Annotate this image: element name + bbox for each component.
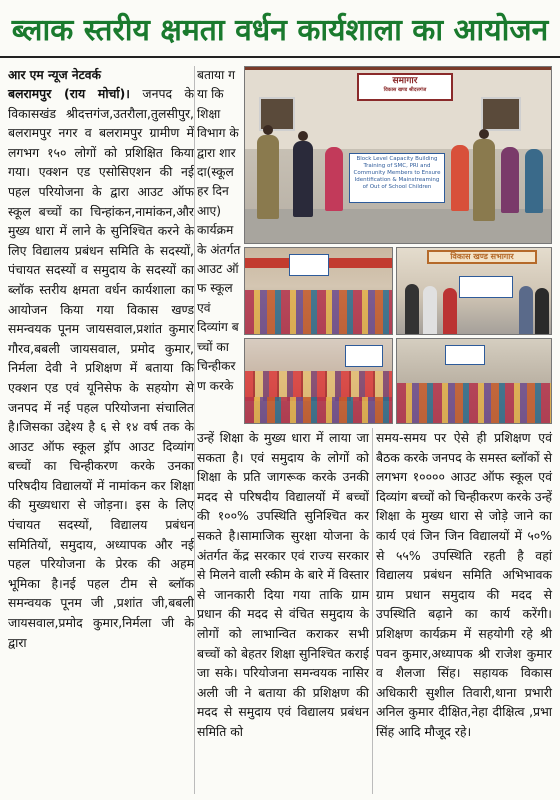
hall-sign: [357, 73, 453, 101]
article-column-3: [376, 428, 552, 794]
column-3-text: समय-समय पर ऐसे ही प्रशिक्षण एवं बैठक करके जनपद के समस्त ब्लॉकों से लगभग १०००० आउट ऑफ स्कूल एवं दिव्यांग बच्चों को चिन्हीकरण करके उन्हें शिक्षा के मुख्य धारा से जोड़े जाने का कार्य एवं जिन जिन विद्यालयों में ५०% से ५५% उपस्थिति रहती है वहां विद्यालय प्रबंधन समिति अभिभावक ग्राम प्रधान समुदाय की मदद से उपस्थिति बढ़ाने का कार्य करेंगी। प्रशिक्षण कार्यक्रम में सहयोगी रहे श्री पवन कुमार,अध्यापक श्री राजेश कुमार व शैलजा सिंह। सहायक विकास अधिकारी सुशील तिवारी,थाना प्रभारी अनिल कुमार दीक्षित,नेहा दीक्षित्व ,प्रभा सिंह आदि मौजूद रहे।: [376, 430, 552, 739]
column-narrow-text: बताया गया कि शिक्षा विभाग के द्वारा शारदा(स्कूल हर दिन आए) कार्यक्रम के अंतर्गत आउट ऑफ स्कूल एवं दिव्यांग बच्चों का चिन्हीकरण करके: [197, 68, 241, 393]
person: [423, 286, 437, 335]
person: [535, 288, 549, 335]
person-head: [263, 125, 273, 135]
person: [443, 288, 457, 335]
article-column-2: [197, 428, 369, 794]
person: [405, 284, 419, 335]
meeting-banner: [459, 276, 513, 298]
photo-meeting-3: [244, 338, 393, 424]
article-column-1: [8, 66, 194, 794]
dateline: बलरामपुर (राय मोर्चा)।: [8, 86, 130, 101]
person: [519, 286, 533, 335]
column-divider: [194, 66, 195, 794]
seated-crowd: [245, 397, 392, 423]
person-head: [479, 129, 489, 139]
photo-meeting-2: [396, 247, 552, 335]
ground: [245, 209, 551, 243]
person: [525, 149, 543, 213]
column-1-text: जनपद के विकासखंड श्रीदत्तगंज,उतरौला,तुलसीपुर, बलरामपुर नगर व बलरामपुर ग्रामीण में लगभग १५० लोगों को प्रशिक्षित किया गया। एक्शन एड एसोसिएशन की नई पहल परियोजना के द्वारा आउट ऑफ स्कूल बच्चों का चिन्हांकन,नामांकन,और मुख्य धारा में लाने के सुनिश्चित करने के लिए विद्यालय प्रबंधन समिति के सदस्यों, पंचायत सदस्यों व समुदाय के सदस्यों का ब्लॉक स्तरीय क्षमता वर्धन कार्यशाला का आयोजन किया गया विकास खण्ड समन्वयक पूनम जायसवाल,प्रशांत कुमार गौरव,बबली जायसवाल, प्रमोद कुमार, निर्मला देवी ने प्रशिक्षण में बताया कि एक्शन एड एवं यूनिसेफ के सहयोग से जनपद में नई पहल परियोजना संचालित है।जिसका उद्देश्य है ६ से १४ वर्ष तक के आउट ऑफ स्कूल ड्रॉप आउट दिव्यांग बच्चों का चिन्हीकरण करके उनका परिषदीय विद्यालयों में नामांकन कर शिक्षा की मुख्यधारा से जोड़ना। इस के लिए पंचायत सदस्यों, विद्यालय प्रबंधन समितियों, समुदाय, अध्यापक और नई पहल परियोजना के प्रेरक की अहम भूमिका है।नई पहल टीम से ब्लॉक समन्वयक पूनम जी ,प्रशांत जी,बबली जायसवाल,प्रमोद कुमार,निर्मला जी के द्वारा: [8, 86, 194, 650]
person: [293, 141, 313, 217]
meeting-banner: [445, 345, 485, 365]
person: [325, 147, 343, 211]
column-divider: [372, 428, 373, 794]
hall-sign: विकास खण्ड सभागार: [427, 250, 537, 264]
hall-sign-subtext: विकास खण्ड श्रीदत्तगंज: [383, 87, 427, 93]
seated-crowd: [245, 290, 392, 334]
person: [257, 135, 279, 219]
person-head: [298, 131, 308, 141]
meeting-banner: [289, 254, 329, 276]
photo-meeting-4: [396, 338, 552, 424]
byline: आर एम न्यूज नेटवर्क: [8, 68, 101, 82]
headline: ब्लाक स्तरीय क्षमता वर्धन कार्यशाला का आयोजन: [0, 0, 560, 58]
hall-sign-text: समागार: [392, 76, 418, 86]
training-banner: Block Level Capacity Building Training of SMC, PRI and Community Members to Ensure Identification & Mainstreaming of Out of School Children: [349, 153, 445, 203]
meeting-banner: [345, 345, 383, 367]
article-column-narrow: [197, 66, 241, 426]
window: [481, 97, 521, 131]
main-photo: [244, 66, 552, 244]
photo-meeting-1: [244, 247, 393, 335]
column-2-text: उन्हें शिक्षा के मुख्य धारा में लाया जा सकता है। एवं समुदाय के लोगों को शिक्षा के प्रति जागरूक करके उनकी मदद से परिषदीय विद्यालयों में बच्चों की १००% उपस्थिति सुनिश्चित कर सकते है।सामाजिक सुरक्षा योजना के अंतर्गत केंद्र सरकार एवं राज्य सरकार से मिलने वाली स्कीम के बारे में विस्तार से जानकारी दिया गया ताकि ग्राम प्रधान की मदद से वंचित समुदाय के लोगों को लाभान्वित कराकर सभी बच्चों को बेहतर शिक्षा सुनिश्चित कराई जा सके। परियोजना समन्वयक नासिर अली जी ने बताया की प्रशिक्षण की मदद से समुदाय एवं विद्यालय प्रबंधन समिति को: [197, 430, 369, 739]
person: [501, 147, 519, 213]
seated-crowd: [397, 383, 551, 423]
person: [451, 145, 469, 211]
person: [473, 139, 495, 221]
